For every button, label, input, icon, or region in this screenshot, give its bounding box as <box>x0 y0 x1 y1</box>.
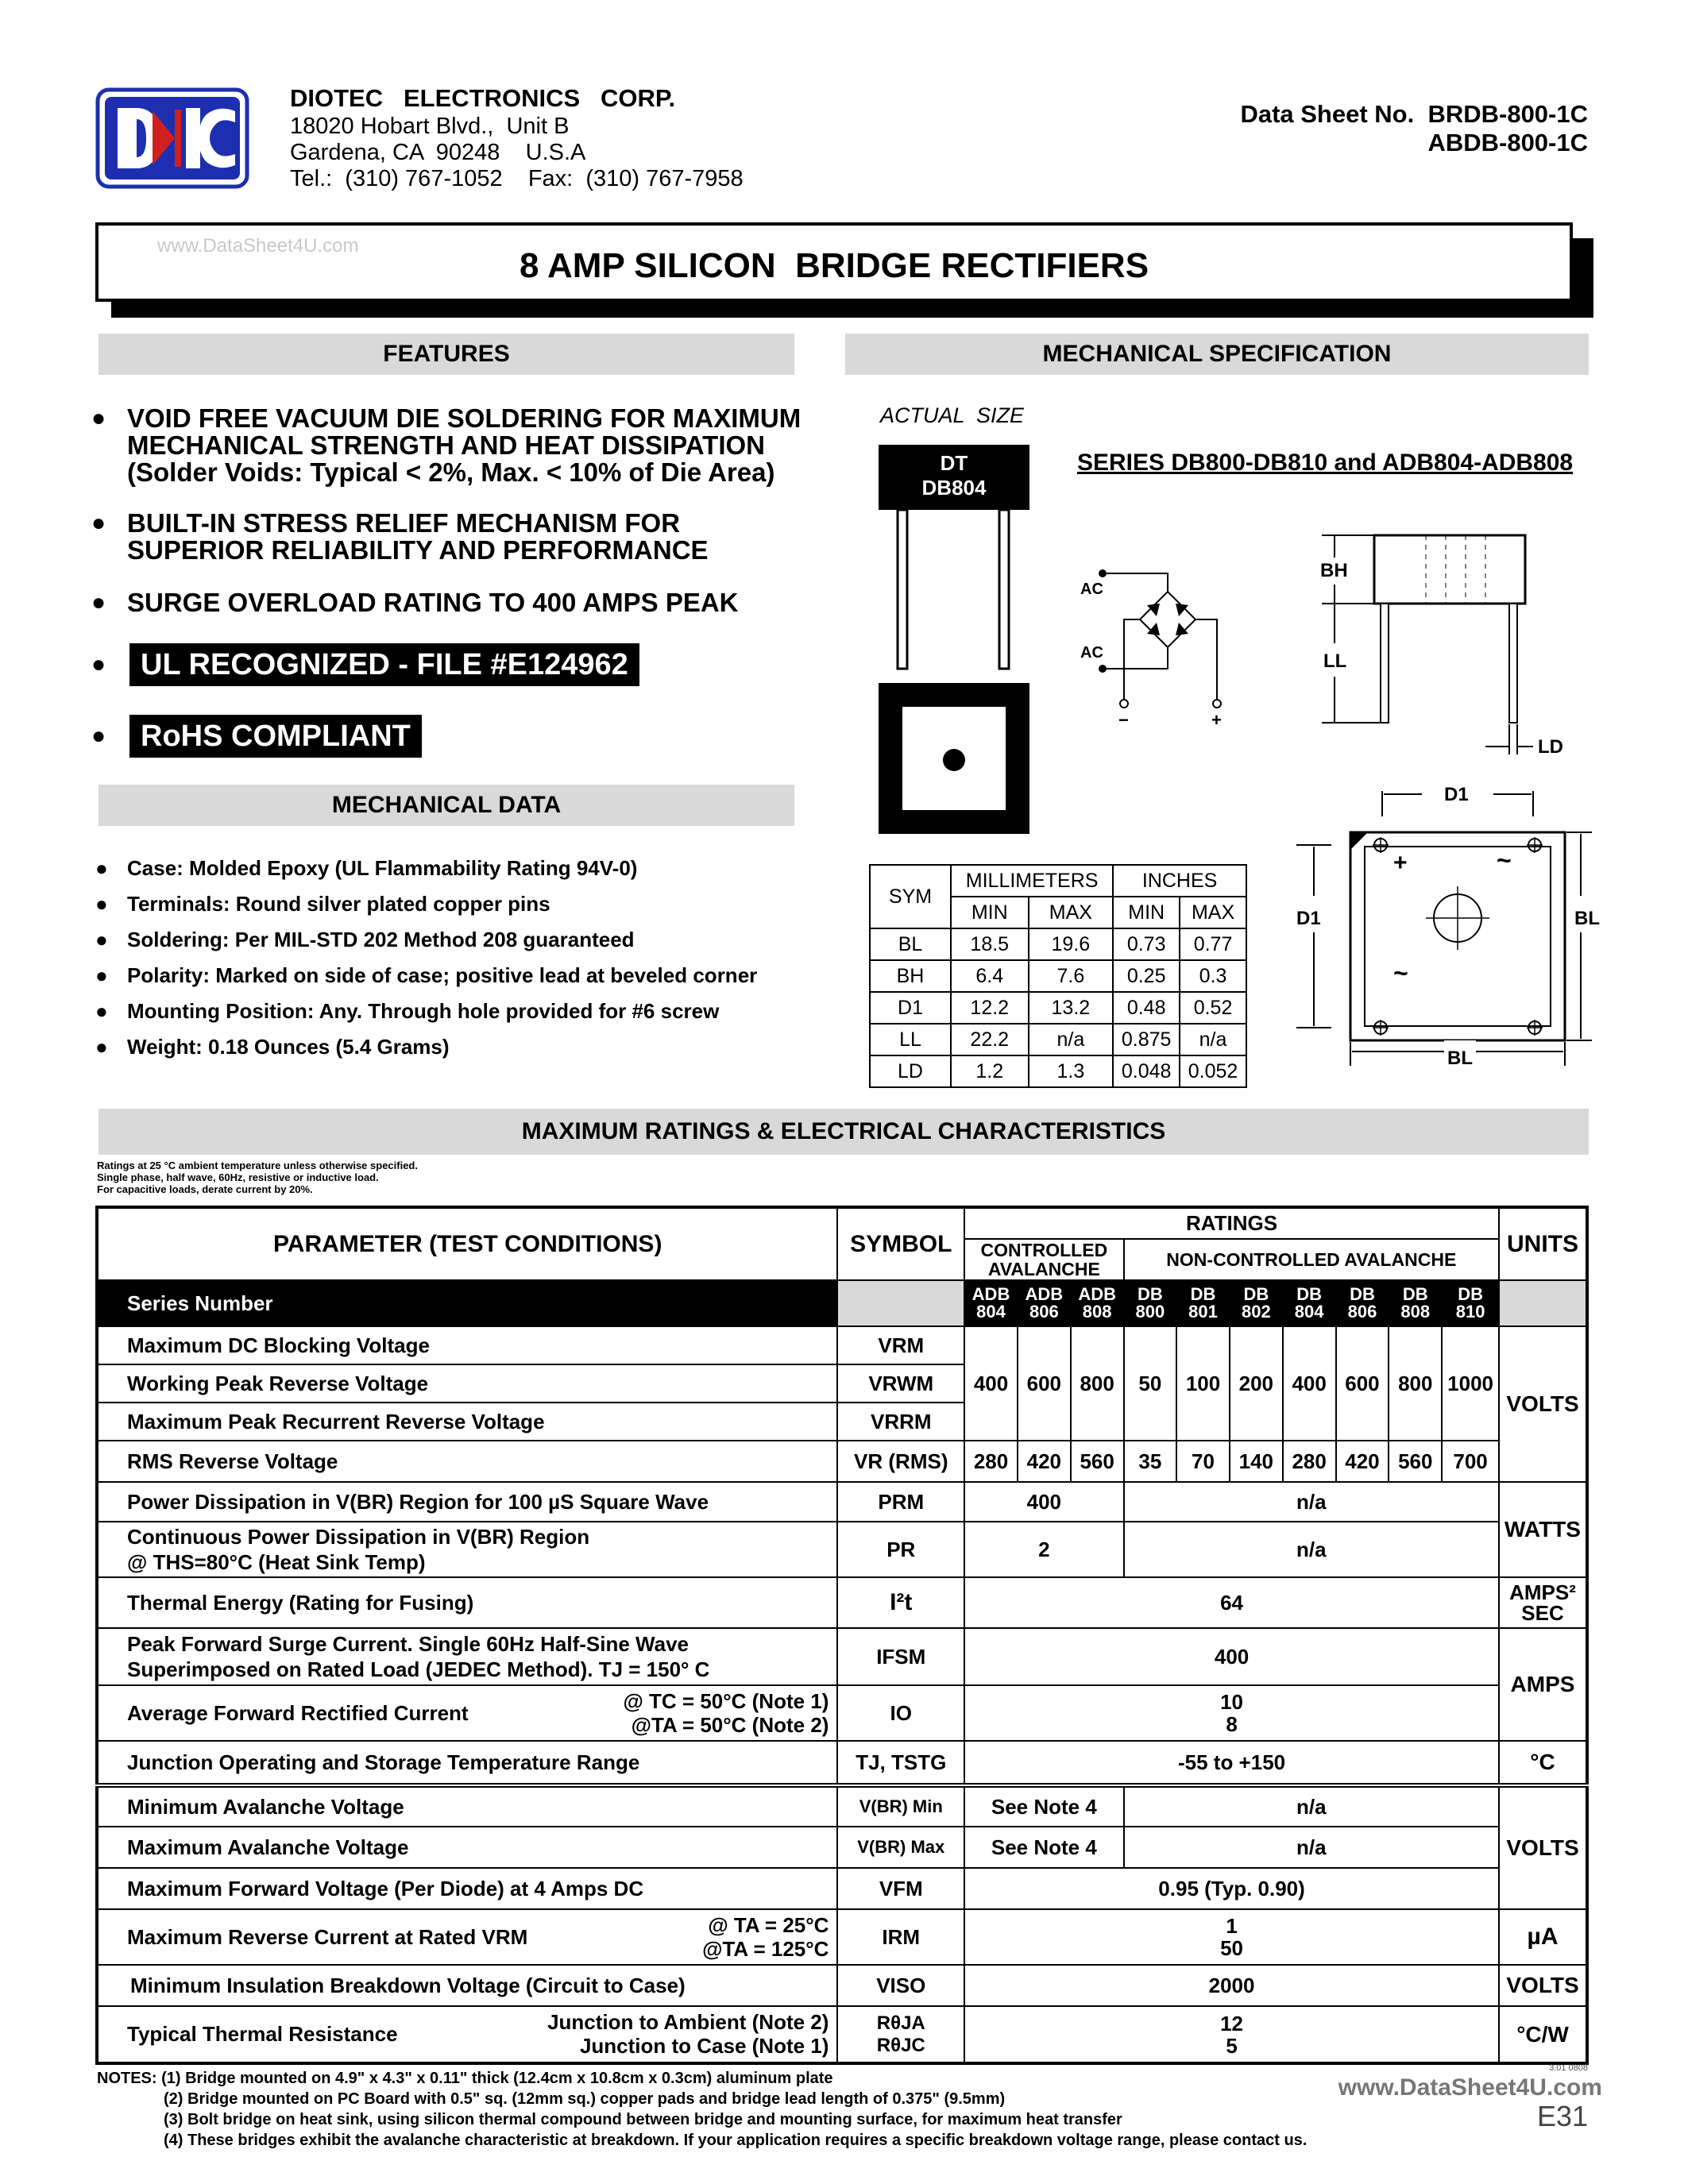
value-cell: 1000 <box>1442 1326 1499 1441</box>
features-heading: FEATURES <box>98 334 794 375</box>
dim-cell: 1.2 <box>951 1055 1029 1087</box>
table-row <box>97 1965 1587 2006</box>
dim-header-max: MAX <box>1180 897 1246 928</box>
company-name: DIOTEC ELECTRONICS CORP. <box>290 84 676 112</box>
unit-cell: µA <box>1499 1909 1587 1965</box>
param-cell: Maximum Peak Recurrent Reverse Voltage <box>97 1403 837 1441</box>
table-row <box>870 1055 1246 1087</box>
value-cell: 800 <box>1071 1326 1124 1441</box>
dimensions-table <box>869 864 1247 1088</box>
table-row <box>97 2006 1587 2063</box>
table-row <box>97 1741 1587 1785</box>
dim-cell: 0.25 <box>1113 960 1180 992</box>
symbol-cell: VRRM <box>837 1403 964 1441</box>
svg-text:DIC: DIC <box>95 87 97 88</box>
bullet-icon: ● <box>91 510 106 536</box>
table-row <box>97 1909 1587 1965</box>
svg-text:BH: BH <box>1320 560 1348 581</box>
svg-text:LL: LL <box>1323 650 1347 672</box>
table-row <box>97 1868 1587 1909</box>
bullet-icon: ● <box>95 1035 108 1059</box>
ratings-header: RATINGS <box>964 1207 1499 1239</box>
rohs-badge: RoHS COMPLIANT <box>129 715 422 758</box>
series-part: DB 804 <box>1283 1280 1336 1326</box>
feature-2-line-2: SUPERIOR RELIABILITY AND PERFORMANCE <box>127 535 709 565</box>
symbol-cell: V(BR) Min <box>837 1785 964 1827</box>
value-cell: 560 <box>1071 1441 1124 1482</box>
svg-text:LD: LD <box>1538 736 1563 758</box>
top-view-drawing <box>1295 777 1600 1071</box>
feature-1-line-1: VOID FREE VACUUM DIE SOLDERING FOR MAXIMUM <box>127 403 802 433</box>
param-cell: Junction Operating and Storage Temperature Range <box>97 1741 837 1785</box>
value-cell: 10 8 <box>964 1685 1499 1741</box>
value-cell: 70 <box>1176 1441 1230 1482</box>
note-4: (4) These bridges exhibit the avalanche characteristic at breakdown. If your application requires a specific breakdown voltage range, please contact us. <box>164 2132 1308 2149</box>
symbol-cell: TJ, TSTG <box>837 1741 964 1785</box>
series-part: DB 800 <box>1124 1280 1177 1326</box>
page-number: E31 <box>1536 2100 1588 2132</box>
table-row <box>97 1441 1587 1482</box>
bullet-icon: ● <box>91 589 106 615</box>
svg-text:AC: AC <box>1080 644 1103 662</box>
value-cell: 2000 <box>964 1965 1499 2006</box>
table-row <box>97 1785 1587 1827</box>
value-cell: 700 <box>1442 1441 1499 1482</box>
table-row <box>97 1326 1587 1364</box>
series-symbol-cell <box>837 1280 964 1326</box>
value-cell: 400 <box>964 1326 1018 1441</box>
symbol-cell: PR <box>837 1522 964 1577</box>
param-cell: Peak Forward Surge Current. Single 60Hz Half-Sine Wave Superimposed on Rated Load (JEDEC Method). TJ = 150° C <box>97 1628 837 1685</box>
svg-text:BL: BL <box>1447 1048 1473 1069</box>
symbol-cell: IFSM <box>837 1628 964 1685</box>
value-cell: 280 <box>964 1441 1018 1482</box>
unit-cell: AMPS <box>1499 1628 1587 1741</box>
value-cell: See Note 4 <box>964 1785 1123 1827</box>
dim-header-in: INCHES <box>1113 865 1246 897</box>
feature-1-line-2: MECHANICAL STRENGTH AND HEAT DISSIPATION <box>127 430 766 460</box>
datasheet-number: Data Sheet No. BRDB-800-1C <box>1240 100 1588 128</box>
value-cell: 420 <box>1336 1441 1389 1482</box>
unit-cell: °C <box>1499 1741 1587 1785</box>
value-cell: 100 <box>1176 1326 1230 1441</box>
dim-cell: 0.48 <box>1113 992 1180 1024</box>
actual-size-label: ACTUAL SIZE <box>880 403 1025 427</box>
table-row <box>97 1827 1587 1868</box>
bullet-icon: ● <box>95 963 108 987</box>
value-cell: 560 <box>1389 1441 1442 1482</box>
dim-cell: BH <box>870 960 951 992</box>
param-cell: Thermal Energy (Rating for Fusing) <box>97 1577 837 1628</box>
value-cell: 2 <box>964 1522 1123 1577</box>
unit-cell: VOLTS <box>1499 1326 1587 1482</box>
dim-cell: 0.048 <box>1113 1055 1180 1087</box>
symbol-cell: PRM <box>837 1482 964 1522</box>
symbol-cell: VFM <box>837 1868 964 1909</box>
svg-text:~: ~ <box>1393 959 1408 987</box>
value-cell: 1 50 <box>964 1909 1499 1965</box>
series-part: DB 801 <box>1176 1280 1230 1326</box>
svg-text:+: + <box>1393 850 1408 876</box>
param-cell: Typical Thermal Resistance Junction to Ambient (Note 2) Junction to Case (Note 1) <box>97 2006 837 2063</box>
table-row <box>870 960 1246 992</box>
param-cell: Minimum Avalanche Voltage <box>97 1785 837 1827</box>
dim-cell: LD <box>870 1055 951 1087</box>
dim-cell: 1.3 <box>1029 1055 1114 1087</box>
param-cell: Working Peak Reverse Voltage <box>97 1364 837 1403</box>
value-cell: 140 <box>1230 1441 1283 1482</box>
symbol-header: SYMBOL <box>837 1207 964 1280</box>
datasheet-number-2: ABDB-800-1C <box>1427 129 1588 156</box>
part-label-2: DB804 <box>921 476 987 500</box>
table-row <box>97 1577 1587 1628</box>
dim-cell: 0.73 <box>1113 928 1180 960</box>
dim-cell: 6.4 <box>951 960 1029 992</box>
symbol-cell: I²t <box>837 1577 964 1628</box>
table-row <box>97 1685 1587 1741</box>
actual-size-part <box>879 445 1029 510</box>
page-title: 8 AMP SILICON BRIDGE RECTIFIERS <box>519 246 1149 285</box>
actual-size-leads-icon <box>879 510 1029 843</box>
diotec-logo-icon <box>95 87 249 189</box>
bullet-icon: ● <box>91 723 106 749</box>
symbol-cell: VISO <box>837 1965 964 2006</box>
feature-2-line-1: BUILT-IN STRESS RELIEF MECHANISM FOR <box>127 508 681 538</box>
param-header: PARAMETER (TEST CONDITIONS) <box>97 1207 837 1280</box>
unit-cell: WATTS <box>1499 1482 1587 1577</box>
mechanical-data-heading: MECHANICAL DATA <box>98 785 794 826</box>
svg-text:+: + <box>1211 710 1222 730</box>
title-watermark: www.DataSheet4U.com <box>157 235 359 257</box>
param-cell: RMS Reverse Voltage <box>97 1441 837 1482</box>
unit-cell: VOLTS <box>1499 1785 1587 1909</box>
param-cell: Maximum DC Blocking Voltage <box>97 1326 837 1364</box>
bullet-icon: ● <box>95 856 108 880</box>
svg-text:D1: D1 <box>1296 908 1321 929</box>
value-cell: 400 <box>1283 1326 1336 1441</box>
dim-header-min: MIN <box>1113 897 1180 928</box>
table-row <box>97 1522 1587 1577</box>
value-cell: n/a <box>1124 1482 1499 1522</box>
revision-code: 3.01 0808 <box>1549 2063 1588 2073</box>
dim-cell: n/a <box>1180 1024 1246 1055</box>
value-cell: 50 <box>1124 1326 1177 1441</box>
param-cell: Continuous Power Dissipation in V(BR) Region @ THS=80°C (Heat Sink Temp) <box>97 1522 837 1577</box>
series-part: DB 806 <box>1336 1280 1389 1326</box>
dim-cell: 13.2 <box>1029 992 1114 1024</box>
part-label-1: DT <box>940 451 968 475</box>
feature-1-line-3: (Solder Voids: Typical < 2%, Max. < 10% of Die Area) <box>127 457 775 487</box>
bullet-icon: ● <box>95 928 108 951</box>
value-cell: 280 <box>1283 1441 1336 1482</box>
title-box <box>95 222 1573 302</box>
unit-cell: °C/W <box>1499 2006 1587 2063</box>
ratings-note-1: Ratings at 25 °C ambient temperature unless otherwise specified. <box>97 1160 418 1171</box>
note-3: (3) Bolt bridge on heat sink, using silicon thermal compound between bridge and mounting surface, for maximum heat transfer <box>164 2111 1122 2128</box>
dim-header-max: MAX <box>1029 897 1114 928</box>
symbol-cell: RθJA RθJC <box>837 2006 964 2063</box>
series-unit-cell <box>1499 1280 1587 1326</box>
value-cell: 0.95 (Typ. 0.90) <box>964 1868 1499 1909</box>
series-label: SERIES DB800-DB810 and ADB804-ADB808 <box>1077 450 1574 476</box>
feature-3-text: SURGE OVERLOAD RATING TO 400 AMPS PEAK <box>127 588 739 617</box>
footer-watermark: www.DataSheet4U.com <box>1338 2074 1602 2101</box>
ratings-note-3: For capacitive loads, derate current by 20%. <box>97 1183 313 1195</box>
param-cell: Average Forward Rectified Current @ TC = 50°C (Note 1) @TA = 50°C (Note 2) <box>97 1685 837 1741</box>
value-cell: -55 to +150 <box>964 1741 1499 1785</box>
value-cell: 600 <box>1336 1326 1389 1441</box>
bullet-icon: ● <box>95 892 108 916</box>
dim-cell: 0.3 <box>1180 960 1246 992</box>
table-row <box>97 1628 1587 1685</box>
table-row <box>97 1482 1587 1522</box>
dim-cell: 19.6 <box>1029 928 1114 960</box>
value-cell: 64 <box>964 1577 1499 1628</box>
dim-cell: 7.6 <box>1029 960 1114 992</box>
symbol-cell: VRM <box>837 1326 964 1364</box>
value-cell: 35 <box>1124 1441 1177 1482</box>
dim-cell: BL <box>870 928 951 960</box>
ratings-table <box>95 1206 1589 2065</box>
dim-cell: D1 <box>870 992 951 1024</box>
param-cell: Maximum Reverse Current at Rated VRM @ TA = 25°C @TA = 125°C <box>97 1909 837 1965</box>
company-address-2: Gardena, CA 90248 U.S.A <box>290 140 586 165</box>
value-cell: 600 <box>1018 1326 1071 1441</box>
dim-cell: 18.5 <box>951 928 1029 960</box>
series-number-label: Series Number <box>97 1280 837 1326</box>
value-cell: n/a <box>1124 1827 1499 1868</box>
bullet-icon: ● <box>95 999 108 1023</box>
table-row <box>870 992 1246 1024</box>
series-part: DB 802 <box>1230 1280 1283 1326</box>
table-row <box>870 928 1246 960</box>
company-logo <box>95 87 249 189</box>
table-row <box>870 1024 1246 1055</box>
company-phone: Tel.: (310) 767-1052 Fax: (310) 767-7958 <box>290 166 744 191</box>
dim-cell: 12.2 <box>951 992 1029 1024</box>
controlled-avalanche-header: CONTROLLED AVALANCHE <box>964 1239 1123 1280</box>
svg-text:D1: D1 <box>1444 784 1469 805</box>
param-cell: Maximum Avalanche Voltage <box>97 1827 837 1868</box>
dim-cell: 0.052 <box>1180 1055 1246 1087</box>
svg-text:~: ~ <box>1497 846 1512 874</box>
bridge-circuit-diagram <box>1080 556 1239 731</box>
dim-header-mm: MILLIMETERS <box>951 865 1113 897</box>
max-ratings-heading: MAXIMUM RATINGS & ELECTRICAL CHARACTERISTICS <box>98 1109 1589 1155</box>
bullet-icon: ● <box>91 405 106 431</box>
value-cell: n/a <box>1124 1785 1499 1827</box>
series-part: ADB 806 <box>1018 1280 1071 1326</box>
value-cell: See Note 4 <box>964 1827 1123 1868</box>
series-part: DB 810 <box>1442 1280 1499 1326</box>
series-part: ADB 808 <box>1071 1280 1124 1326</box>
ul-recognized-badge: UL RECOGNIZED - FILE #E124962 <box>129 643 639 686</box>
note-2: (2) Bridge mounted on PC Board with 0.5" sq. (12mm sq.) copper pads and bridge lead length of 0.375" (9.5mm) <box>164 2090 1006 2108</box>
symbol-cell: VRWM <box>837 1364 964 1403</box>
dim-cell: 0.52 <box>1180 992 1246 1024</box>
value-cell: n/a <box>1124 1522 1499 1577</box>
dim-cell: LL <box>870 1024 951 1055</box>
side-view-drawing <box>1311 524 1581 762</box>
noncontrolled-avalanche-header: NON-CONTROLLED AVALANCHE <box>1124 1239 1499 1280</box>
series-part: DB 808 <box>1389 1280 1442 1326</box>
dim-header-sym: SYM <box>870 865 951 928</box>
value-cell: 12 5 <box>964 2006 1499 2063</box>
symbol-cell: IRM <box>837 1909 964 1965</box>
company-address-1: 18020 Hobart Blvd., Unit B <box>290 114 570 139</box>
value-cell: 200 <box>1230 1326 1283 1441</box>
ratings-note-2: Single phase, half wave, 60Hz, resistive or inductive load. <box>97 1171 379 1183</box>
mech-spec-heading: MECHANICAL SPECIFICATION <box>845 334 1589 375</box>
param-cell: Maximum Forward Voltage (Per Diode) at 4 Amps DC <box>97 1868 837 1909</box>
svg-text:−: − <box>1118 710 1129 730</box>
value-cell: 800 <box>1389 1326 1442 1441</box>
dim-cell: 0.875 <box>1113 1024 1180 1055</box>
param-cell: Power Dissipation in V(BR) Region for 100 µS Square Wave <box>97 1482 837 1522</box>
bullet-icon: ● <box>91 651 106 677</box>
dim-cell: n/a <box>1029 1024 1114 1055</box>
value-cell: 400 <box>964 1628 1499 1685</box>
dim-cell: 22.2 <box>951 1024 1029 1055</box>
svg-text:AC: AC <box>1080 581 1103 598</box>
series-part: ADB 804 <box>964 1280 1018 1326</box>
note-1: NOTES: (1) Bridge mounted on 4.9" x 4.3" x 0.11" thick (12.4cm x 10.8cm x 0.3cm) aluminum plate <box>97 2070 833 2087</box>
dim-cell: 0.77 <box>1180 928 1246 960</box>
svg-text:BL: BL <box>1574 908 1600 929</box>
value-cell: 420 <box>1018 1441 1071 1482</box>
unit-cell: VOLTS <box>1499 1965 1587 2006</box>
param-cell: Minimum Insulation Breakdown Voltage (Circuit to Case) <box>97 1965 837 2006</box>
symbol-cell: IO <box>837 1685 964 1741</box>
symbol-cell: V(BR) Max <box>837 1827 964 1868</box>
value-cell: 400 <box>964 1482 1123 1522</box>
dim-header-min: MIN <box>951 897 1029 928</box>
symbol-cell: VR (RMS) <box>837 1441 964 1482</box>
units-header: UNITS <box>1499 1207 1587 1280</box>
unit-cell: AMPS² SEC <box>1499 1577 1587 1628</box>
